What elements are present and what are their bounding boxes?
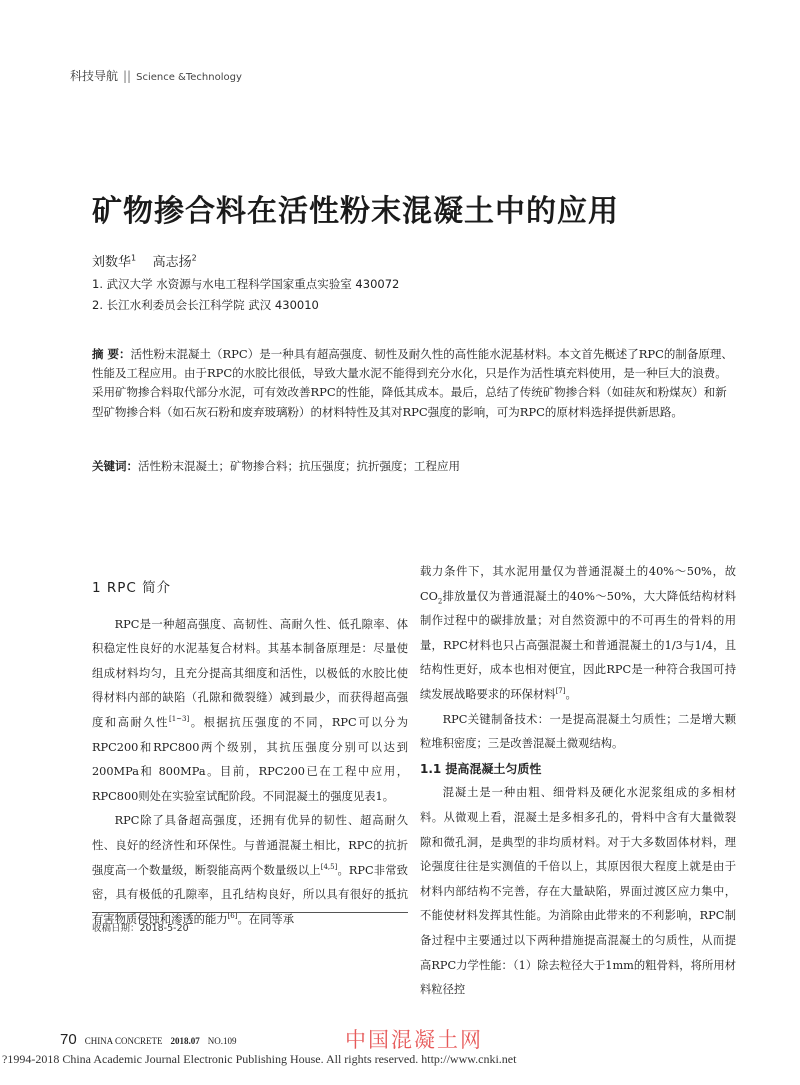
affiliation-2: 2. 长江水利委员会长江科学院 武汉 430010 <box>92 298 319 312</box>
body-paragraph: RPC除了具备超高强度，还拥有优异的韧性、超高耐久性、良好的经济性和环保性。与普通混凝土相比，RPC的抗折强度高一个数量级，断裂能高两个数量级以上[4,5]。RPC非常致密，具有极低的孔隙率，且孔结构良好，所以具有很好的抵抗有害物质侵蚀和渗透的能力[6]。在同等承 <box>92 814 408 926</box>
subsection-heading: 1.1 提高混凝土匀质性 <box>420 761 542 776</box>
keywords-text: 活性粉末混凝土；矿物掺合料；抗压强度；抗折强度；工程应用 <box>138 459 460 473</box>
body-paragraph: RPC是一种超高强度、高韧性、高耐久性、低孔隙率、体积稳定性良好的水泥基复合材料。其基本制备原理是：尽量使组成材料均匀，且充分提高其细度和活性，以极低的水胶比使得材料内部的缺陷（孔隙和微裂缝）减到最少，而获得超高强度和高耐久性[1~3]。根据抗压强度的不同，RPC可以分为RPC200和RPC800两个级别，其抗压强度分别可以达到200MPa和 800MPa。目前，RPC200已在工程中应用，RPC800则处在实验室试配阶段。不同混凝土的强度见表1。 <box>92 617 408 803</box>
footnote-divider <box>92 912 408 913</box>
journal-name: CHINA CONCRETE <box>84 1036 163 1046</box>
body-paragraph: RPC关键制备技术：一是提高混凝土匀质性；二是增大颗粒堆积密度；三是改善混凝土微观结构。 <box>420 712 736 751</box>
citation: [1~3] <box>169 715 190 724</box>
abstract-text: 活性粉末混凝土（RPC）是一种具有超高强度、韧性及耐久性的高性能水泥基材料。本文首先概述了RPC的制备原理、性能及工程应用。由于RPC的水胶比很低，导致大量水泥不能得到充分水化，只是作为活性填充料使用，是一种巨大的浪费。采用矿物掺合料取代部分水泥，可有效改善RPC的性能，降低其成本。最后，总结了传统矿物掺合料（如硅灰和粉煤灰）和新型矿物掺合料（如石灰石粉和废弃玻璃粉）的材料特性及其对RPC强度的影响，可为RPC的原材料选择提供新思路。 <box>92 347 733 419</box>
keywords <box>92 458 736 474</box>
author-list <box>92 251 197 270</box>
abstract-label: 摘 要： <box>92 347 131 361</box>
section-label-cn: 科技导航 <box>70 69 119 83</box>
author-name: 刘数华 <box>92 255 132 270</box>
citation: [6] <box>227 911 238 920</box>
copyright-line: ?1994-2018 China Academic Journal Electronic Publishing House. All rights reserved. http://www.cnki.net <box>2 1052 517 1066</box>
section-label-en: Science &Technology <box>136 72 242 83</box>
received-date: 收稿日期：2018-5-20 <box>92 923 189 934</box>
body-paragraph: 载力条件下，其水泥用量仅为普通混凝土的40%～50%，故$CO_2$排放量仅为普通混凝土的40%～50%，大大降低结构材料制作过程中的碳排放量；对自然资源中的不可再生的骨料的用量，RPC材料也只占高强混凝土和普通混凝土的1/3与1/4，且结构性更好，成本也相对便宜，因此RPC是一种符合我国可持续发展战略要求的环保材料[7]。 <box>420 565 736 701</box>
citation: [4,5] <box>320 862 338 871</box>
section-tag <box>70 67 242 84</box>
page-footer <box>60 1031 236 1049</box>
journal-issue: 2018.07 <box>170 1036 200 1046</box>
section-heading: 1 RPC 简介 <box>92 580 172 596</box>
body-paragraph: 混凝土是一种由粗、细骨料及硬化水泥浆组成的多相材料。从微观上看，混凝土是多相多孔的，骨料中含有大量微裂隙和微孔洞，是典型的非均质材料。对于大多数固体材料，理论强度往往是实测值的千倍以上，其原因很大程度上就是由于材料内部结构不完善，存在大量缺陷，界面过渡区应力集中，不能使材料发挥其性能。为消除由此带来的不利影响，RPC制备过程中主要通过以下两种措施提高混凝土的匀质性，从而提高RPC力学性能：（1）除去粒径大于1mm的粗骨料，将所用材料粒径控 <box>420 786 736 997</box>
section-separator: || <box>123 69 132 83</box>
body-column-left <box>92 576 408 932</box>
abstract <box>92 345 736 422</box>
journal-number: NO.109 <box>207 1036 237 1046</box>
affiliation-mark: 1 <box>131 253 137 263</box>
page-number: 70 <box>60 1031 77 1048</box>
author-name: 高志扬 <box>152 255 192 270</box>
watermark: 中国混凝土网 <box>345 1028 483 1052</box>
subscript: 2 <box>437 596 443 605</box>
affiliation-mark: 2 <box>191 253 197 263</box>
article-title: 矿物掺合料在活性粉末混凝土中的应用 <box>92 194 619 229</box>
citation: [7] <box>555 687 566 696</box>
affiliation-1: 1. 武汉大学 水资源与水电工程科学国家重点实验室 430072 <box>92 277 400 291</box>
keywords-label: 关键词： <box>92 459 138 473</box>
body-column-right <box>420 560 736 1003</box>
